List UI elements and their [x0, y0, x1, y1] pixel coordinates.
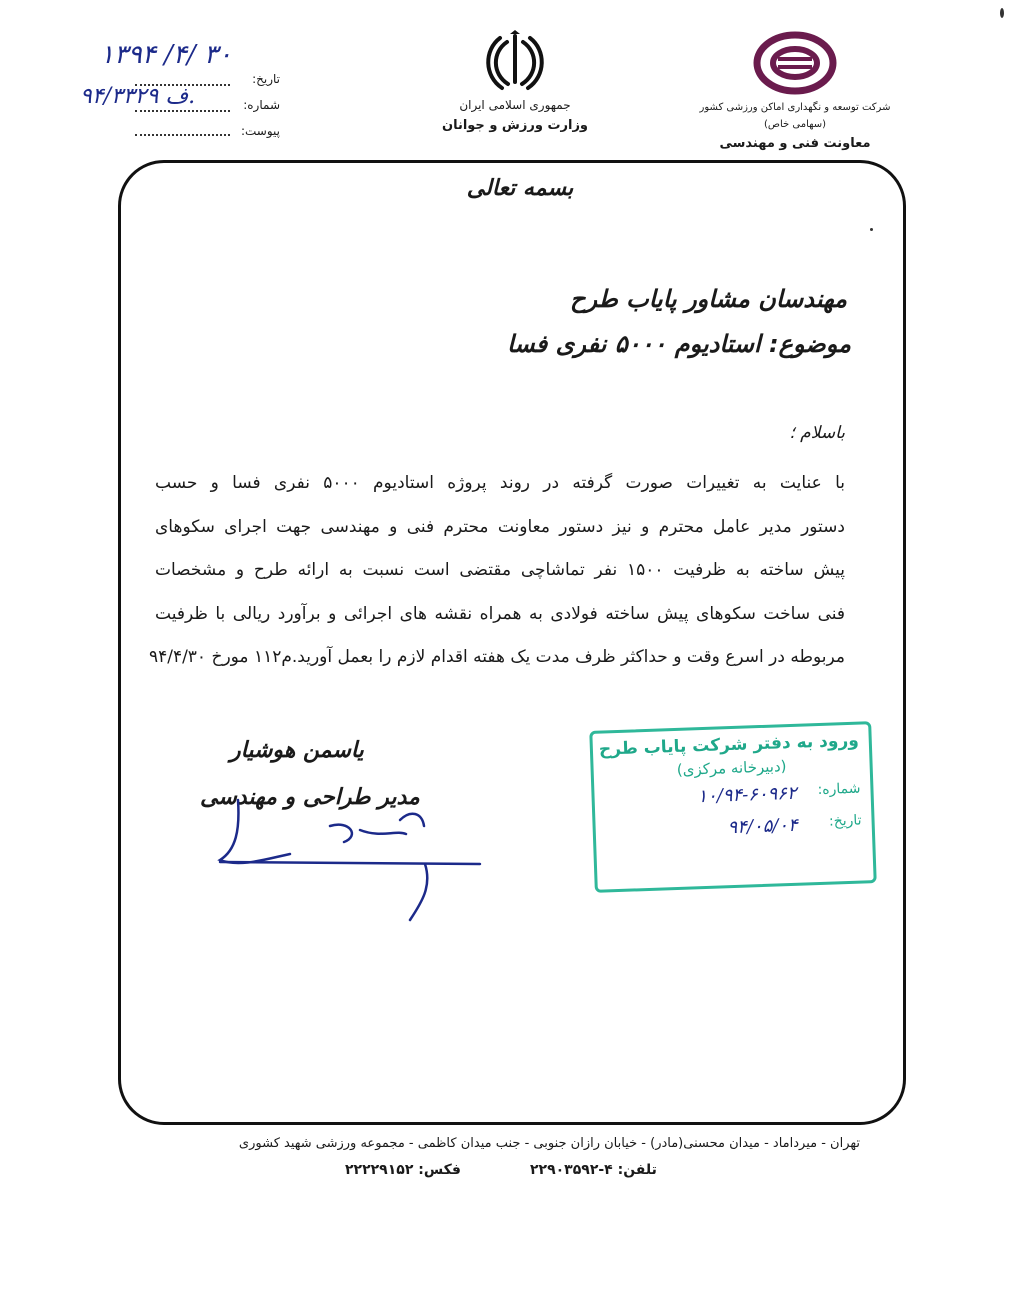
stamp-date-label: تاریخ: [828, 812, 862, 830]
signer-title: مدیر طراحی و مهندسی [200, 785, 420, 810]
body-line: پیش ساخته به ظرفیت ۱۵۰۰ نفر تماشاچی مقتضی است نسبت به ارائه طرح و مشخصات [155, 560, 845, 580]
body-line: فنی ساخت سکوهای پیش ساخته فولادی به همراه نقشه های اجرائی و برآورد ریالی با ظرفیت [155, 603, 845, 624]
scan-speck [1000, 8, 1004, 18]
company-logo-icon [750, 30, 840, 96]
greeting: باسلام ؛ [789, 423, 845, 443]
letter-body [148, 462, 845, 680]
attachment-label: پیوست: [240, 124, 280, 138]
footer-phone: تلفن: ۴-۲۲۹۰۳۵۹۲ [530, 1162, 657, 1178]
stamp-date-row [605, 813, 862, 846]
stamp-date-value: ۹۴/۰۵/۰۴ [727, 814, 799, 839]
recipient: مهندسان مشاور پایاب طرح [569, 285, 847, 313]
invocation: بسمه تعالی [466, 175, 574, 201]
number-label: شماره: [243, 98, 280, 112]
handwritten-number: ۹۴/۳۳۲۹ ف. [80, 84, 196, 109]
letter-meta-block [80, 40, 290, 140]
company-header [695, 30, 895, 160]
company-type: (سهامی خاص) [763, 119, 827, 130]
scan-speck [870, 228, 873, 231]
signature-image [210, 790, 500, 930]
footer-fax: فکس: ۲۲۲۲۹۱۵۲ [345, 1162, 461, 1178]
ministry-country: جمهوری اسلامی ایران [459, 98, 571, 112]
stamp-number-value: ۱۰/۹۴-۶۰۹۶۲ [697, 782, 797, 808]
company-department: معاونت فنی و مهندسی [719, 136, 871, 151]
stamp-number-row [604, 781, 861, 814]
national-emblem-icon [480, 30, 550, 90]
handwritten-date: ۱۳۹۴ /۴/ ۳۰ [100, 40, 232, 70]
signer-name: یاسمن هوشیار [230, 738, 364, 763]
body-line: مربوطه در اسرع وقت و حداکثر ظرف مدت یک هفته اقدام لازم را بعمل آورید.م۱۱۲ مورخ ۹۴/۴/۳۰ [148, 647, 845, 667]
footer-address: تهران - میرداماد - میدان محسنی(مادر) - خیابان رازان جنوبی - جنب میدان کاظمی - مجموعه ورزشی شهید کشوری [238, 1136, 860, 1151]
number-dotted-line [135, 110, 230, 112]
company-name: شرکت توسعه و نگهداری اماکن ورزشی کشور [699, 102, 891, 113]
reception-stamp [589, 721, 876, 893]
subject-line: موضوع: استادیوم ۵۰۰۰ نفری فسا [507, 330, 851, 358]
stamp-title: ورود به دفتر شرکت پایاب طرح [598, 730, 860, 760]
body-line: با عنایت به تغییرات صورت گرفته در روند پروژه استادیوم ۵۰۰۰ نفری فسا و حسب [155, 473, 845, 493]
ministry-header [440, 30, 590, 145]
date-label: تاریخ: [252, 72, 280, 86]
stamp-subtitle: (دبیرخانه مرکزی) [676, 757, 787, 779]
attachment-dotted-line [135, 134, 230, 136]
body-line: دستور مدیر عامل محترم و نیز دستور معاونت محترم فنی و مهندسی جهت اجرای سکوهای [155, 516, 845, 537]
stamp-number-label: شماره: [817, 780, 861, 799]
ministry-name: وزارت ورزش و جوانان [441, 118, 589, 133]
